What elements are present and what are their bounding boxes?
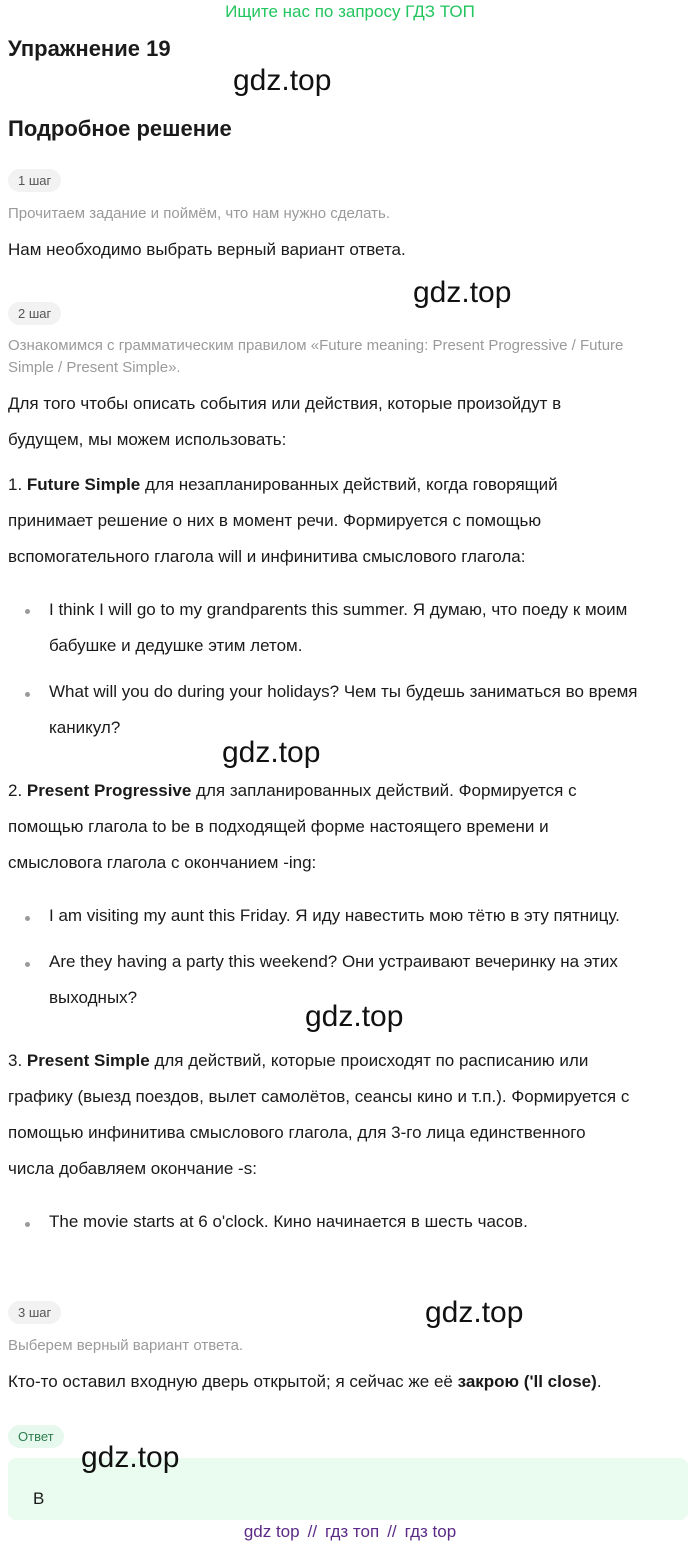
answer-value: B (33, 1489, 45, 1508)
step-2-hint-line: Ознакомимся с грамматическим правилом «Future meaning: Present Progressive / Future (8, 337, 624, 354)
rule-2-line: смысловога глагола с окончанием -ing: (8, 853, 317, 872)
rule-3-line: помощью инфинитива смыслового глагола, для 3-го лица единственного (8, 1123, 586, 1142)
rule-1-line: принимает решение о них в момент речи. Формируется с помощью (8, 511, 542, 530)
example-line: I am visiting my aunt this Friday. Я иду навестить мою тётю в эту пятницу. (49, 906, 620, 925)
bullet-dot (25, 609, 30, 614)
bullet-dot (25, 916, 30, 921)
footer-link-1[interactable]: gdz top (243, 1522, 300, 1541)
footer-separator: // (387, 1522, 397, 1541)
example-line: бабушке и дедушке этим летом. (49, 636, 303, 655)
watermark: gdz.top (81, 1441, 180, 1474)
watermark: gdz.top (425, 1296, 524, 1329)
watermark: gdz.top (222, 736, 321, 769)
section-title: Подробное решение (8, 116, 232, 141)
watermark: gdz.top (305, 1000, 404, 1033)
rule-2-term: Present Progressive (26, 781, 192, 800)
answer-phrase: закрою ('ll close) (457, 1372, 597, 1391)
watermark: gdz.top (233, 64, 332, 97)
step-badge-2: 2 шаг (8, 302, 61, 325)
footer-links (0, 1522, 700, 1542)
answer-badge: Ответ (8, 1425, 64, 1448)
step-badge-1: 1 шаг (8, 169, 61, 192)
example-line: The movie starts at 6 o'clock. Кино начинается в шесть часов. (49, 1212, 528, 1231)
step-badge-3: 3 шаг (8, 1301, 61, 1324)
step-1-hint: Прочитаем задание и поймём, что нам нужно сделать. (8, 205, 391, 222)
step-2-intro-line: будущем, мы можем использовать: (8, 430, 287, 449)
example-line: выходных? (49, 988, 138, 1007)
step-2-intro-line: Для того чтобы описать события или действия, которые произойдут в (8, 394, 562, 413)
rule-2-line: 2. Present Progressive для запланированных действий. Формируется с (8, 781, 577, 800)
step-2-hint-line: Simple / Present Simple». (8, 359, 181, 376)
footer-link-2[interactable]: гдз топ (325, 1522, 380, 1541)
example-line: I think I will go to my grandparents this summer. Я думаю, что поеду к моим (49, 600, 628, 619)
bullet-dot (25, 1222, 30, 1227)
step-3-hint: Выберем верный вариант ответа. (8, 1337, 244, 1354)
footer-link-3[interactable]: гдз top (404, 1522, 457, 1541)
example-line: Are they having a party this weekend? Они устраивают вечеринку на этих (49, 952, 618, 971)
watermark: gdz.top (413, 276, 512, 309)
step-1-text: Нам необходимо выбрать верный вариант ответа. (8, 240, 406, 259)
step-3-text: Кто-то оставил входную дверь открытой; я сейчас же её закрою ('ll close). (8, 1372, 602, 1391)
rule-3-term: Present Simple (26, 1051, 150, 1070)
example-line: What will you do during your holidays? Чем ты будешь заниматься во время (49, 682, 638, 701)
rule-1-line: вспомогательного глагола will и инфинитива смыслового глагола: (8, 547, 526, 566)
rule-3-line: графику (выезд поездов, вылет самолётов, сеансы кино и т.п.). Формируется с (8, 1087, 630, 1106)
example-line: каникул? (49, 718, 121, 737)
rule-1-line: 1. Future Simple для незапланированных действий, когда говорящий (8, 475, 558, 494)
rule-3-line: 3. Present Simple для действий, которые происходят по расписанию или (8, 1051, 589, 1070)
page-title: Упражнение 19 (8, 36, 171, 61)
rule-3-line: числа добавляем окончание -s: (8, 1159, 257, 1178)
bullet-dot (25, 692, 30, 697)
bullet-dot (25, 962, 30, 967)
top-banner: Ищите нас по запросу ГДЗ ТОП (225, 2, 475, 21)
rule-2-line: помощью глагола to be в подходящей форме настоящего времени и (8, 817, 549, 836)
rule-1-term: Future Simple (26, 475, 141, 494)
footer-separator: // (307, 1522, 318, 1541)
